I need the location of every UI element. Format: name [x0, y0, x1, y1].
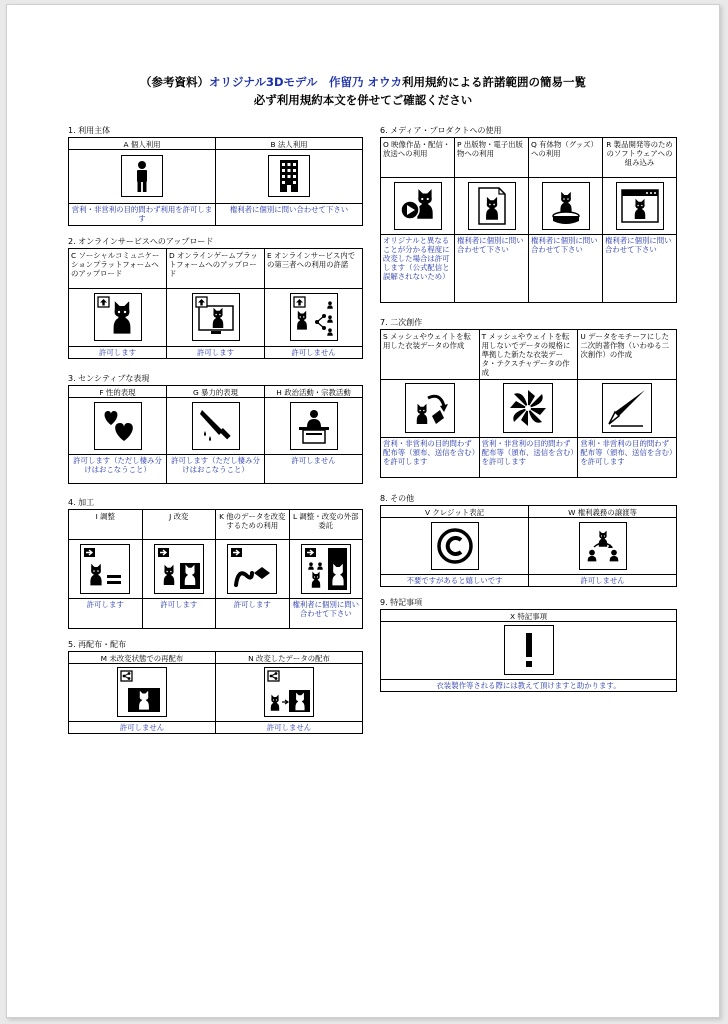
outsource-icon [301, 544, 351, 594]
item-head-d: D オンラインゲームプラットフォームへのアップロード [167, 249, 265, 289]
item-head-p: P 出版物・電子出版物への利用 [455, 138, 529, 178]
item-answer-i: 許可します [69, 599, 143, 629]
item-head-o: O 映像作品・配信・放送への利用 [381, 138, 455, 178]
item-answer-n: 許可しません [216, 722, 363, 734]
modify-icon [154, 544, 204, 594]
item-answer-r: 権利者に個別に問い合わせて下さい [603, 235, 677, 303]
section-special-notes [380, 597, 677, 692]
item-head-h: H 政治活動・宗教活動 [265, 386, 363, 398]
item-answer-j: 許可します [142, 599, 216, 629]
pinwheel-icon [503, 383, 553, 433]
transfer-icon [579, 522, 627, 570]
item-answer-t: 営利・非営利の目的問わず配布等（頒布、送信を含む）を許可します [479, 438, 578, 478]
upload-cat-icon [94, 293, 142, 341]
ribbon-icon [227, 544, 277, 594]
section-media-products [380, 125, 677, 303]
software-icon [616, 182, 664, 230]
item-answer-a: 営利・非営利の目的問わず利用を許可します [69, 204, 216, 226]
section-sensitive-expression [68, 373, 363, 484]
adjust-icon [80, 544, 130, 594]
item-head-j: J 改変 [142, 510, 216, 540]
item-answer-v: 不要ですがあると嬉しいです [381, 575, 529, 587]
section-title: 9. 特記事項 [380, 598, 423, 607]
section-processing [68, 497, 363, 629]
person-icon [121, 155, 163, 197]
section-usage-subject [68, 125, 363, 226]
item-head-q: Q 有体物（グッズ）への利用 [529, 138, 603, 178]
item-head-b: B 法人利用 [216, 138, 363, 150]
item-head-i: I 調整 [69, 510, 143, 540]
exclamation-icon [504, 625, 554, 675]
section-title: 1. 利用主体 [68, 126, 111, 135]
figure-icon [542, 182, 590, 230]
section-title: 7. 二次創作 [380, 318, 423, 327]
item-answer-p: 権利者に個別に問い合わせて下さい [455, 235, 529, 303]
item-head-g: G 暴力的表現 [167, 386, 265, 398]
item-head-t: T メッシュやウェイトを転用しないでデータの規格に準拠した新たな衣装データ・テクスチャデータの作成 [479, 330, 578, 380]
item-head-u: U データをモチーフにした二次的著作物（いわゆる二次創作）の作成 [578, 330, 677, 380]
section-title: 4. 加工 [68, 498, 95, 507]
item-answer-f: 許可します（ただし棲み分けはおこなうこと） [69, 455, 167, 484]
document-page [6, 4, 720, 1018]
item-answer-m: 許可しません [69, 722, 216, 734]
pen-icon [602, 383, 652, 433]
page-title [7, 73, 719, 109]
section-other [380, 493, 677, 587]
section-redistribution [68, 639, 363, 734]
section-title: 8. その他 [380, 494, 415, 503]
upload-monitor-icon [192, 293, 240, 341]
item-answer-o: オリジナルと異なることが分かる程度に改変した場合は許可します（公式配信と誤解されないため） [381, 235, 455, 303]
title-prefix: （参考資料） [140, 75, 210, 89]
item-head-c: C ソーシャルコミュニケーションプラットフォームへのアップロード [69, 249, 167, 289]
item-answer-q: 権利者に個別に問い合わせて下さい [529, 235, 603, 303]
section-title: 2. オンラインサービスへのアップロード [68, 237, 214, 246]
copyright-icon [431, 522, 479, 570]
section-online-upload [68, 236, 363, 359]
section-derivative-works [380, 317, 677, 478]
item-answer-b: 権利者に個別に問い合わせて下さい [216, 204, 363, 226]
item-head-k: K 他のデータを改変するための利用 [216, 510, 290, 540]
item-head-x: X 特記事項 [381, 610, 677, 622]
item-answer-h: 許可しません [265, 455, 363, 484]
item-head-a: A 個人利用 [69, 138, 216, 150]
item-answer-s: 営利・非営利の目的問わず配布等（頒布、送信を含む）を許可します [381, 438, 480, 478]
section-title: 6. メディア・プロダクトへの使用 [380, 126, 502, 135]
hearts-icon [94, 402, 142, 450]
item-answer-k: 許可します [216, 599, 290, 629]
item-head-s: S メッシュやウェイトを転用した衣装データの作成 [381, 330, 480, 380]
redistribute-icon [117, 667, 167, 717]
section-title: 3. センシティブな表現 [68, 374, 150, 383]
item-head-f: F 性的表現 [69, 386, 167, 398]
share-users-icon [290, 293, 338, 341]
item-head-r: R 製品開発等のためのソフトウェアへの組み込み [603, 138, 677, 178]
building-icon [268, 155, 310, 197]
item-head-l: L 調整・改変の外部委託 [289, 510, 363, 540]
title-model-name: オリジナル3Dモデル 作留乃 オウカ [209, 75, 402, 89]
item-answer-u: 営利・非営利の目的問わず配布等（頒布、送信を含む）を許可します [578, 438, 677, 478]
video-icon [394, 182, 442, 230]
podium-icon [290, 402, 338, 450]
distribute-modified-icon [264, 667, 314, 717]
item-answer-l: 権利者に個別に問い合わせて下さい [289, 599, 363, 629]
item-head-w: W 権利義務の譲渡等 [529, 506, 677, 518]
item-answer-d: 許可します [167, 347, 265, 359]
title-suffix: 利用規約による許諾範囲の簡易一覧 [401, 75, 586, 89]
publication-icon [468, 182, 516, 230]
item-answer-e: 許可しません [265, 347, 363, 359]
item-answer-c: 許可します [69, 347, 167, 359]
section-title: 5. 再配布・配布 [68, 640, 127, 649]
page-subtitle: 必ず利用規約本文を併せてご確認ください [253, 93, 473, 107]
item-head-n: N 改変したデータの配布 [216, 652, 363, 664]
item-head-e: E オンラインサービス内での第三者への利用の許諾 [265, 249, 363, 289]
cat-arrow-icon [405, 383, 455, 433]
item-answer-g: 許可します（ただし棲み分けはおこなうこと） [167, 455, 265, 484]
item-answer-x: 衣装製作等される際には教えて頂けますと助かります。 [381, 680, 677, 692]
item-head-m: M 未改変状態での再配布 [69, 652, 216, 664]
knife-icon [192, 402, 240, 450]
item-head-v: V クレジット表記 [381, 506, 529, 518]
item-answer-w: 許可しません [529, 575, 677, 587]
